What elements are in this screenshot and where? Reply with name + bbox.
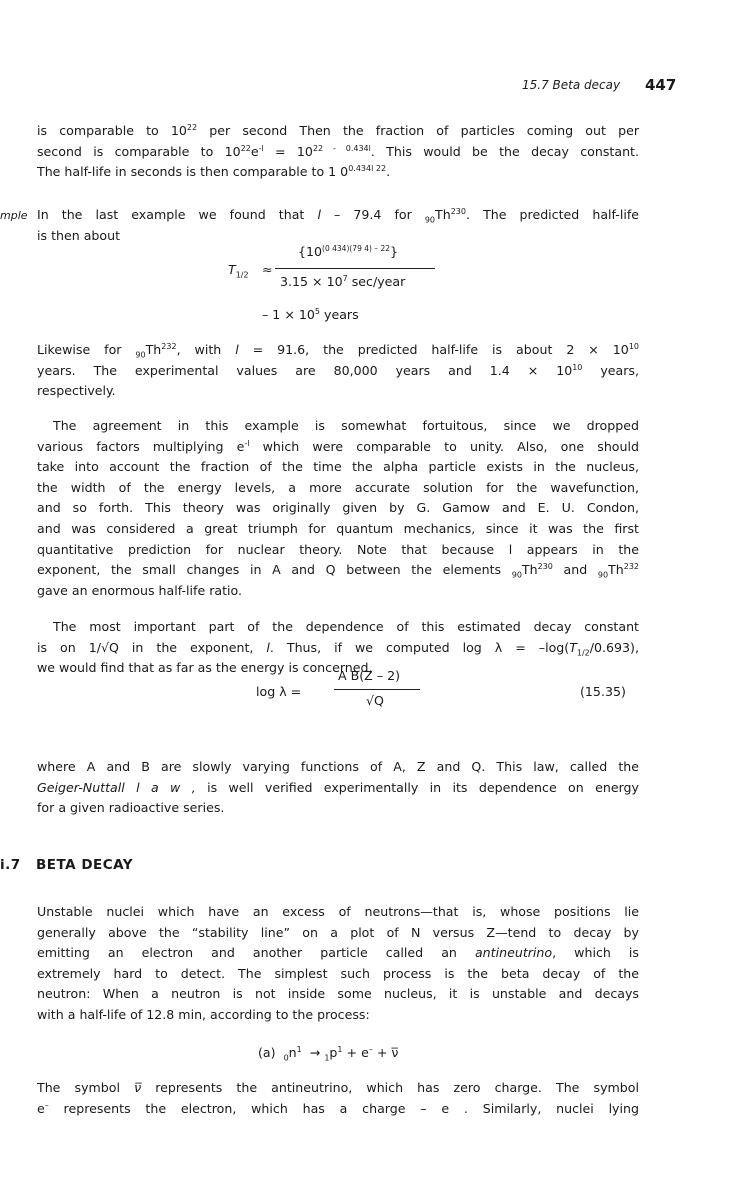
- text-line: for a given radioactive series.: [37, 800, 225, 816]
- text-line: years. The experimental values are 80,000 years and $1.4 \times 10^{10}$ years,: [37, 362, 639, 378]
- section-number: i.7: [0, 857, 21, 873]
- paragraph-4: [37, 416, 639, 601]
- page-number: 447: [645, 76, 677, 94]
- text-line: various factors multiplying $e^{-l}$ which were comparable to unity. Also, one should: [37, 438, 639, 454]
- paragraph-8: [37, 1078, 639, 1119]
- text-line: extremely hard to detect. The simplest such process is the beta decay of the: [37, 965, 639, 981]
- running-header-section-title: 15.7 Beta decay: [522, 78, 621, 92]
- eq1-approx-symbol: ≈: [262, 262, 273, 277]
- text-line: Likewise for $_{90}Th^{232}$, with l = 91.6, the predicted half-life is about $2 \times 10^{10}$: [37, 341, 639, 360]
- text-line: The most important part of the dependence of this estimated decay constant: [53, 619, 639, 634]
- text-line: generally above the “stability line” on a plot of N versus Z—tend to decay by: [37, 924, 639, 940]
- text-line: respectively.: [37, 383, 116, 399]
- equation-neutron-decay: (a) $_0n^1 \to _1p^1 + e^-$ + ν̅: [258, 1044, 399, 1063]
- text-line: gave an enormous half-life ratio.: [37, 582, 243, 598]
- eq1-numerator: $\{10^{(0 434)(79 4) - 22}\}$: [298, 243, 398, 259]
- text-line: The agreement in this example is somewhat fortuitous, since we dropped: [53, 418, 639, 433]
- eq1-fraction-bar: [275, 268, 435, 269]
- text-line: emitting an electron and another particle called an antineutrino, which is: [37, 945, 639, 961]
- paragraph-1: [37, 121, 639, 183]
- eq2-numerator: A B(Z – 2): [338, 668, 401, 683]
- paragraph-6: [37, 757, 639, 819]
- text-line: take into account the fraction of the time the alpha particle exists in the nucleus,: [37, 459, 639, 475]
- text-line: and so forth. This theory was originally given by G. Gamow and E. U. Condon,: [37, 500, 639, 516]
- text-line: is then about: [37, 227, 121, 243]
- text-line: Geiger-Nuttall l a w , is well verified experimentally in its dependence on energy: [37, 779, 639, 795]
- paragraph-2: [37, 205, 639, 246]
- eq2-lhs: log λ =: [256, 684, 302, 699]
- margin-example-label: mple: [0, 209, 28, 222]
- text-line: e– represents the electron, which has a charge – e . Similarly, nuclei lying: [37, 1100, 639, 1116]
- eq1-denominator: $3.15 \times 10^7$ sec/year: [280, 273, 406, 289]
- text-line: In the last example we found that l – 79.4 for $_{90}Th^{230}$. The predicted half-life: [37, 206, 640, 225]
- paragraph-7: [37, 902, 639, 1026]
- text-line: neutron: When a neutron is not inside some nucleus, it is unstable and decays: [37, 986, 639, 1002]
- eq2-fraction-bar: [334, 689, 420, 690]
- paragraph-3: [37, 340, 639, 402]
- eq1-result: – $1 \times 10^5$ years: [262, 306, 359, 322]
- text-line: we would find that as far as the energy is concerned,: [37, 660, 373, 676]
- text-line: with a half-life of 12.8 min, according to the process:: [37, 1006, 370, 1022]
- text-line: Unstable nuclei which have an excess of neutrons—that is, whose positions lie: [37, 904, 639, 919]
- text-line: where A and B are slowly varying functions of A, Z and Q. This law, called the: [37, 759, 639, 774]
- eq1-lhs: $T_{1/2}$: [228, 262, 249, 280]
- text-line: and was considered a great triumph for quantum mechanics, since it was the first: [37, 520, 639, 536]
- text-line: exponent, the small changes in A and Q between the elements $_{90}Th^{230}$ and $_{90}Th^{232}$: [37, 561, 640, 580]
- text-line: is on 1/√Q in the exponent, l. Thus, if we computed $\log \lambda = -\log(T_{1/2}/0.693)$,: [37, 639, 639, 658]
- text-line: second is comparable to $10^{22}e^{-l} = 10^{22 - 0.434l}$. This would be the decay constant.: [37, 143, 639, 159]
- text-line: The symbol ν̅ represents the antineutrino, which has zero charge. The symbol: [37, 1080, 639, 1095]
- eq2-denominator: √Q: [366, 693, 384, 708]
- section-title: BETA DECAY: [36, 857, 134, 873]
- text-line: the width of the energy levels, a more accurate solution for the wavefunction,: [37, 479, 639, 495]
- equation-number: (15.35): [580, 684, 626, 699]
- text-line: quantitative prediction for nuclear theory. Note that because l appears in the: [37, 541, 639, 557]
- text-line: The half-life in seconds is then comparable to 1 $0^{0.434l 22}$.: [37, 164, 391, 180]
- text-line: is comparable to $10^{22}$ per second Then the fraction of particles coming out per: [37, 122, 639, 138]
